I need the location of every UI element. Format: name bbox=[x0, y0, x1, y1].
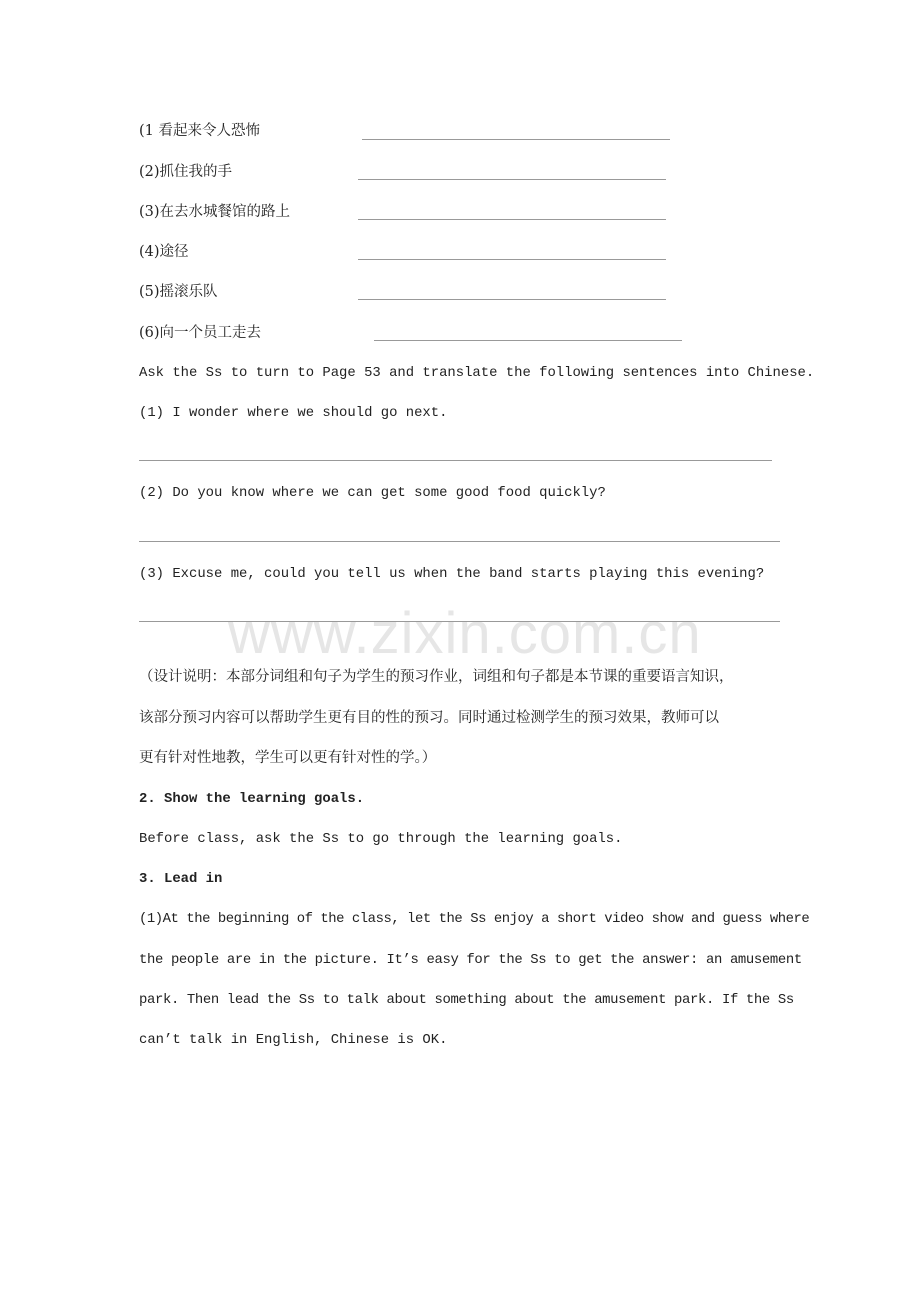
answer-blank-1[interactable] bbox=[362, 139, 670, 140]
section-2-heading: 2. Show the learning goals. bbox=[139, 791, 365, 807]
translation-line-3[interactable] bbox=[139, 621, 780, 622]
phrase-5: (5)摇滚乐队 bbox=[139, 284, 218, 300]
section-3-line-3: park. Then lead the Ss to talk about something about the amusement park. If the Ss bbox=[139, 992, 794, 1008]
sentence-2: (2) Do you know where we can get some good food quickly? bbox=[139, 485, 606, 501]
translation-line-2[interactable] bbox=[139, 541, 780, 542]
sentence-1: (1) I wonder where we should go next. bbox=[139, 405, 448, 421]
phrase-2: (2)抓住我的手 bbox=[139, 164, 233, 180]
answer-blank-3[interactable] bbox=[358, 219, 666, 220]
phrase-1: (1 看起来令人恐怖 bbox=[139, 123, 260, 139]
translation-line-1[interactable] bbox=[139, 460, 772, 461]
design-note-line-3: 更有针对性地教，学生可以更有针对性的学。） bbox=[139, 750, 437, 766]
section-3-line-1: (1)At the beginning of the class, let the Ss enjoy a short video show and guess where bbox=[139, 911, 810, 927]
phrase-4: (4)途径 bbox=[139, 244, 189, 260]
sentence-3: (3) Excuse me, could you tell us when the band starts playing this evening? bbox=[139, 566, 765, 582]
watermark: www.zixin.com.cn bbox=[228, 601, 702, 666]
section-3-line-4: can’t talk in English, Chinese is OK. bbox=[139, 1032, 448, 1048]
answer-blank-6[interactable] bbox=[374, 340, 682, 341]
section-2-text: Before class, ask the Ss to go through the learning goals. bbox=[139, 831, 623, 847]
design-note-line-2: 该部分预习内容可以帮助学生更有目的性的预习。同时通过检测学生的预习效果，教师可以 bbox=[139, 710, 719, 726]
answer-blank-2[interactable] bbox=[358, 179, 666, 180]
phrase-3: (3)在去水城餐馆的路上 bbox=[139, 204, 291, 220]
phrase-6: (6)向一个员工走去 bbox=[139, 325, 262, 341]
answer-blank-5[interactable] bbox=[358, 299, 666, 300]
answer-blank-4[interactable] bbox=[358, 259, 666, 260]
instruction-text: Ask the Ss to turn to Page 53 and translate the following sentences into Chinese. bbox=[139, 365, 815, 381]
design-note-line-1: （设计说明：本部分词组和句子为学生的预习作业，词组和句子都是本节课的重要语言知识， bbox=[139, 669, 734, 685]
section-3-heading: 3. Lead in bbox=[139, 871, 223, 887]
section-3-line-2: the people are in the picture. It’s easy for the Ss to get the answer: an amusement bbox=[139, 952, 802, 968]
